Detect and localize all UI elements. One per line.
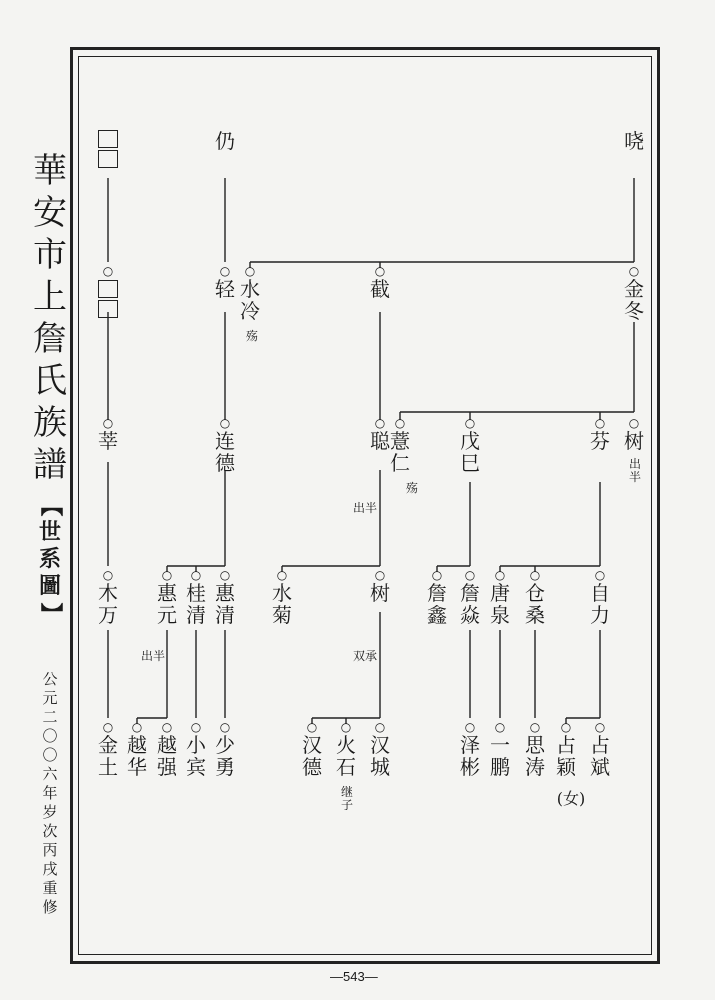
node-shaoyong: ○ 少 勇 <box>215 720 235 779</box>
name-glyph: 连 <box>215 429 235 453</box>
name-glyph: 金 <box>98 733 118 757</box>
name-glyph: 轻 <box>215 277 235 301</box>
name-glyph: 石 <box>336 755 356 779</box>
name-glyph: 彬 <box>460 755 480 779</box>
name-glyph: 惠 <box>215 581 235 605</box>
name-glyph: 仁 <box>390 451 410 475</box>
name-glyph: 泽 <box>460 733 480 757</box>
node-zhanying: ○ 占 颖 <box>556 720 576 779</box>
name-glyph: 汉 <box>302 733 322 757</box>
name-glyph: 菊 <box>272 603 292 627</box>
node-zhanbin: ○ 占 斌 <box>590 720 610 779</box>
revision-date: 公 元 二 〇 〇 六 年 岁 次 丙 戌 重 修 <box>42 670 58 916</box>
name-glyph: 颖 <box>556 755 576 779</box>
name-glyph: 聪 <box>370 429 390 453</box>
name-glyph: 木 <box>98 581 118 605</box>
name-glyph: 哓 <box>624 129 644 153</box>
name-glyph: 占 <box>590 733 610 757</box>
node-cangsang: ○ 仓 桑 <box>525 568 545 627</box>
node-cong: ○ 聪 <box>370 416 390 453</box>
name-glyph: 土 <box>98 755 118 779</box>
name-glyph: 焱 <box>460 603 480 627</box>
node-shuiling: ○ 水 冷 <box>240 264 260 323</box>
name-glyph: 一 <box>490 733 510 757</box>
name-glyph: 金 <box>624 277 644 301</box>
name-glyph: 斌 <box>590 755 610 779</box>
note-chuban-1: 出 半 <box>628 457 641 484</box>
missing-char-box-icon <box>98 300 118 318</box>
note-chuban-2: 出半 <box>352 501 377 515</box>
name-glyph: 莘 <box>98 429 118 453</box>
node-zebin: ○ 泽 彬 <box>460 720 480 779</box>
note-chuban-3: 出半 <box>140 649 165 663</box>
name-glyph: 鹏 <box>490 755 510 779</box>
node-xiao <box>622 130 646 152</box>
name-glyph: 勇 <box>215 755 235 779</box>
name-glyph: 唐 <box>490 581 510 605</box>
node-shu-gen4: ○ 树 <box>370 568 390 605</box>
node-muwan: ○ 木 万 <box>98 568 118 627</box>
node-hancheng: ○ 汉 城 <box>370 720 390 779</box>
name-glyph: 越 <box>127 733 147 757</box>
page-number: —543— <box>330 969 378 984</box>
node-hande: ○ 汉 德 <box>302 720 322 779</box>
name-glyph: 泉 <box>490 603 510 627</box>
name-glyph: 截 <box>370 277 390 301</box>
name-glyph: 水 <box>240 277 260 301</box>
section-label: 【 世 系 圖 】 <box>37 494 64 625</box>
name-glyph: 詹 <box>460 581 480 605</box>
name-glyph: 小 <box>186 733 206 757</box>
name-glyph: 宾 <box>186 755 206 779</box>
note-jizi: 继子 <box>340 785 353 812</box>
name-glyph: 越 <box>157 733 177 757</box>
name-glyph: 强 <box>157 755 177 779</box>
node-tangquan: ○ 唐 泉 <box>490 568 510 627</box>
node-reng <box>213 130 237 152</box>
missing-char-box-icon <box>98 280 118 298</box>
name-glyph: 仍 <box>215 129 235 153</box>
node-guiqing: ○ 桂 清 <box>186 568 206 627</box>
node-yipeng: ○ 一 鹏 <box>490 720 510 779</box>
node-sitao: ○ 思 涛 <box>525 720 545 779</box>
node-qing: ○ 轻 <box>215 264 235 301</box>
name-glyph: 薏 <box>390 429 410 453</box>
name-glyph: 仓 <box>525 581 545 605</box>
name-glyph: 汉 <box>370 733 390 757</box>
name-glyph: 涛 <box>525 755 545 779</box>
node-xiaobin: ○ 小 宾 <box>186 720 206 779</box>
node-huiqing: ○ 惠 清 <box>215 568 235 627</box>
node-yueqiang: ○ 越 强 <box>157 720 177 779</box>
name-glyph: 惠 <box>157 581 177 605</box>
name-glyph: 树 <box>624 429 644 453</box>
missing-char-box-icon <box>98 150 118 168</box>
name-glyph: 冬 <box>624 299 644 323</box>
name-glyph: 桑 <box>525 603 545 627</box>
name-glyph: 火 <box>336 733 356 757</box>
name-glyph: 戊 <box>460 429 480 453</box>
node-huoshi: ○ 火 石 <box>336 720 356 779</box>
node-huiyuan: ○ 惠 元 <box>157 568 177 627</box>
node-jindong: ○ 金 冬 <box>624 264 644 323</box>
name-glyph: 德 <box>302 755 322 779</box>
node-liande: ○ 连 德 <box>215 416 235 475</box>
node-unknown-2: ○ <box>96 264 120 320</box>
node-zili: ○ 自 力 <box>590 568 610 627</box>
name-glyph: 城 <box>370 755 390 779</box>
node-fen: ○ 芬 <box>590 416 610 453</box>
name-glyph: 詹 <box>427 581 447 605</box>
name-glyph: 华 <box>127 755 147 779</box>
name-glyph: 自 <box>590 581 610 605</box>
node-jie: ○ 截 <box>370 264 390 301</box>
note-shuangcheng: 双承 <box>352 649 377 663</box>
node-jintu: ○ 金 土 <box>98 720 118 779</box>
name-glyph: 巳 <box>460 451 480 475</box>
name-glyph: 芬 <box>590 429 610 453</box>
name-glyph: 鑫 <box>427 603 447 627</box>
note-shang-1: 殇 <box>245 329 258 343</box>
node-unknown-1 <box>96 128 120 170</box>
node-wuji: ○ 戊 巳 <box>460 416 480 475</box>
name-glyph: 树 <box>370 581 390 605</box>
node-zhanxin: ○ 詹 鑫 <box>427 568 447 627</box>
genealogy-title: 華 安 市 上 詹 氏 族 譜 <box>33 151 67 485</box>
name-glyph: 桂 <box>186 581 206 605</box>
node-yiren: ○ 薏 仁 <box>390 416 410 475</box>
name-glyph: 水 <box>272 581 292 605</box>
note-shang-2: 殇 <box>405 481 418 495</box>
name-glyph: 清 <box>215 603 235 627</box>
name-glyph: 德 <box>215 451 235 475</box>
node-yuehua: ○ 越 华 <box>127 720 147 779</box>
note-female: (女) <box>556 789 586 808</box>
name-glyph: 冷 <box>240 299 260 323</box>
node-zhanyan: ○ 詹 焱 <box>460 568 480 627</box>
name-glyph: 思 <box>525 733 545 757</box>
name-glyph: 占 <box>556 733 576 757</box>
missing-char-box-icon <box>98 130 118 148</box>
name-glyph: 力 <box>590 603 610 627</box>
name-glyph: 清 <box>186 603 206 627</box>
name-glyph: 元 <box>157 603 177 627</box>
node-shu-gen3: ○ 树 <box>624 416 644 453</box>
node-shen: ○ 莘 <box>98 416 118 453</box>
name-glyph: 万 <box>98 603 118 627</box>
name-glyph: 少 <box>215 733 235 757</box>
node-shuiju: ○ 水 菊 <box>272 568 292 627</box>
